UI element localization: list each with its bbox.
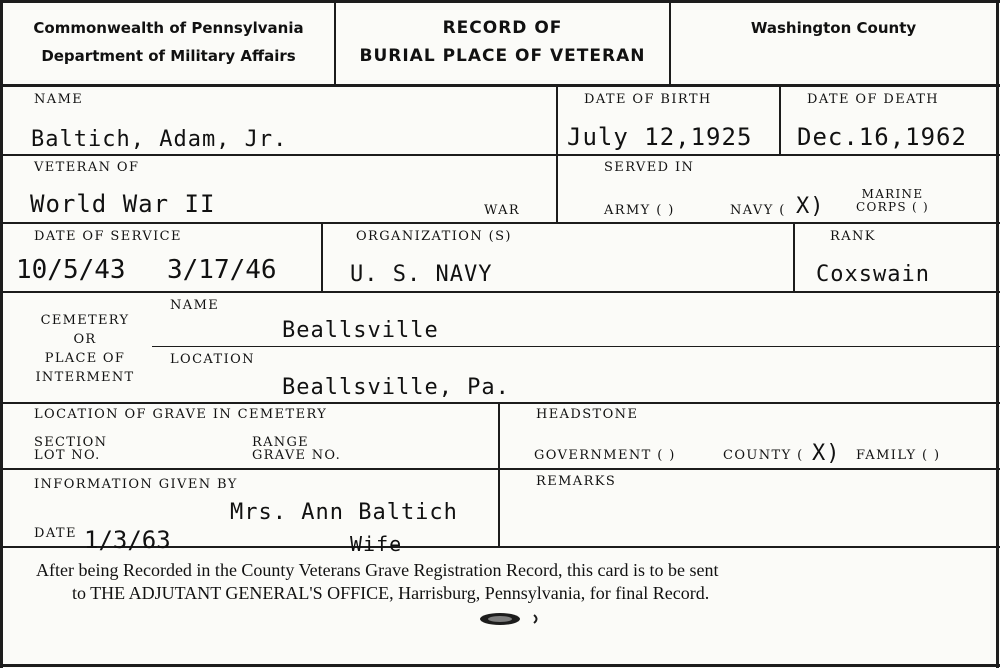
grave-no-label: GRAVE NO.: [252, 448, 342, 463]
header-left: [3, 14, 334, 70]
date-label: DATE: [34, 526, 77, 541]
header-bottom-rule: [0, 84, 1000, 87]
veteran-of-label: VETERAN OF: [34, 160, 140, 175]
col-grave-headstone: [498, 403, 500, 547]
range-grave-label: [252, 436, 341, 462]
place-of-label: PLACE OF: [44, 351, 126, 366]
cemetery-location-label: LOCATION: [170, 352, 255, 367]
war-label: WAR: [484, 203, 521, 218]
remarks-label: REMARKS: [536, 474, 617, 489]
date-value: 1/3/63: [84, 526, 171, 554]
header-department: Department of Military Affairs: [41, 47, 296, 65]
footer-instructions-line-1: After being Recorded in the County Veterans Grave Registration Record, this card is to be sent: [36, 560, 719, 580]
header-divider-2: [669, 0, 671, 86]
county-check-mark: X): [812, 441, 841, 466]
date-of-death-value: Dec.16,1962: [797, 123, 967, 151]
cemetery-name-label: NAME: [170, 298, 220, 313]
organization-value: U. S. NAVY: [350, 262, 493, 287]
army-option: ARMY ( ): [604, 203, 675, 218]
cemetery-name-value: Beallsville: [282, 318, 439, 343]
family-option: FAMILY ( ): [856, 448, 941, 463]
grave-location-label: LOCATION OF GRAVE IN CEMETERY: [34, 407, 328, 422]
navy-option: NAVY (: [730, 203, 786, 218]
rank-label: RANK: [830, 229, 876, 244]
border-left: [0, 0, 3, 668]
col-org-rank: [793, 223, 795, 292]
headstone-label: HEADSTONE: [536, 407, 639, 422]
title-line-1: RECORD OF: [442, 18, 563, 38]
cemetery-label: CEMETERY: [40, 313, 130, 328]
header-county: Washington County: [750, 19, 917, 37]
government-option: GOVERNMENT ( ): [534, 448, 676, 463]
information-given-by-label: INFORMATION GIVEN BY: [34, 477, 238, 492]
border-right: [996, 0, 999, 668]
relation-value: Wife: [350, 532, 403, 556]
cemetery-block-label: [26, 311, 144, 387]
lot-no-label: LOT NO.: [34, 448, 101, 463]
dob-label: DATE OF BIRTH: [584, 92, 712, 107]
date-of-service-label: DATE OF SERVICE: [34, 229, 182, 244]
col-service-org: [321, 223, 323, 292]
section-label: SECTION: [34, 435, 108, 450]
corps-label: CORPS ( ): [856, 200, 930, 214]
header-title: [336, 14, 669, 70]
rule-cemetery-name: [152, 346, 1000, 347]
county-option: COUNTY (: [723, 448, 804, 463]
col-dob-dod: [779, 86, 781, 155]
range-label: RANGE: [252, 435, 309, 450]
rule-cemetery-row: [0, 402, 1000, 404]
col-name-dob: [556, 86, 558, 223]
title-line-2: BURIAL PLACE OF VETERAN: [359, 46, 646, 66]
service-end-date: 3/17/46: [167, 255, 277, 285]
interment-label: INTERMENT: [35, 370, 135, 385]
veteran-name: Baltich, Adam, Jr.: [31, 127, 288, 152]
section-lot-label: [34, 436, 107, 462]
marine-corps-option: [856, 188, 929, 214]
cemetery-location-value: Beallsville, Pa.: [282, 375, 510, 400]
or-label: OR: [73, 332, 97, 347]
organization-label: ORGANIZATION (S): [356, 229, 512, 244]
header-commonwealth: Commonwealth of Pennsylvania: [33, 19, 304, 37]
war-value: World War II: [30, 190, 216, 218]
footer-instructions-line-2: to THE ADJUTANT GENERAL'S OFFICE, Harrisburg, Pennsylvania, for final Record.: [72, 583, 710, 603]
printer-bug-icon: [472, 607, 552, 631]
rule-veteran-row: [0, 222, 1000, 224]
service-start-date: 10/5/43: [16, 255, 126, 285]
date-of-birth-value: July 12,1925: [567, 123, 753, 151]
rule-name-row: [0, 154, 1000, 156]
navy-check-mark: X): [796, 194, 825, 219]
informant-value: Mrs. Ann Baltich: [230, 500, 458, 525]
name-label: NAME: [34, 92, 84, 107]
dod-label: DATE OF DEATH: [807, 92, 940, 107]
rule-grave-row: [0, 468, 1000, 470]
border-bottom: [0, 664, 1000, 667]
served-in-label: SERVED IN: [604, 160, 695, 175]
rank-value: Coxswain: [816, 262, 930, 287]
border-top: [0, 0, 1000, 3]
marine-label: MARINE: [861, 187, 924, 201]
rule-service-row: [0, 291, 1000, 293]
